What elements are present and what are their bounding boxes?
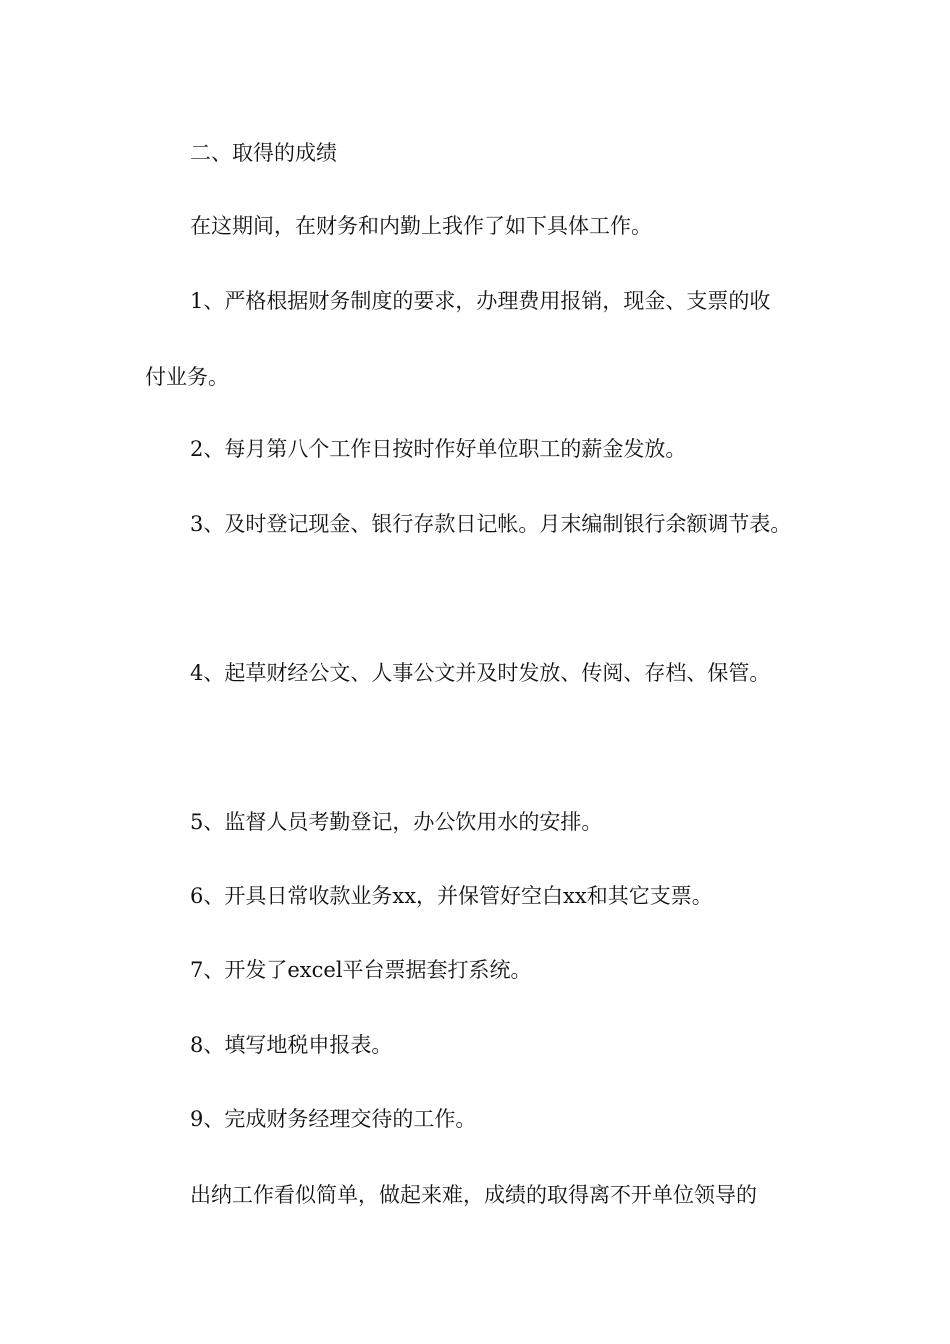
list-item-1: 1、严格根据财务制度的要求，办理费用报销，现金、支票的收	[190, 289, 771, 313]
section-heading: 二、取得的成绩	[190, 141, 337, 165]
list-item-7: 7、开发了excel平台票据套打系统。	[190, 958, 532, 982]
closing-paragraph: 出纳工作看似简单，做起来难，成绩的取得离不开单位领导的	[190, 1183, 757, 1207]
list-item-8: 8、填写地税申报表。	[190, 1033, 393, 1057]
list-item-4: 4、起草财经公文、人事公文并及时发放、传阅、存档、保管。	[190, 661, 771, 685]
list-item-6: 6、开具日常收款业务xx，并保管好空白xx和其它支票。	[190, 884, 713, 908]
list-item-3: 3、及时登记现金、银行存款日记帐。月末编制银行余额调节表。	[190, 512, 792, 536]
intro-paragraph: 在这期间，在财务和内勤上我作了如下具体工作。	[190, 214, 652, 238]
list-item-2: 2、每月第八个工作日按时作好单位职工的薪金发放。	[190, 437, 687, 461]
list-item-1-continuation: 付业务。	[145, 365, 229, 389]
list-item-9: 9、完成财务经理交待的工作。	[190, 1107, 477, 1131]
list-item-5: 5、监督人员考勤登记，办公饮用水的安排。	[190, 810, 603, 834]
